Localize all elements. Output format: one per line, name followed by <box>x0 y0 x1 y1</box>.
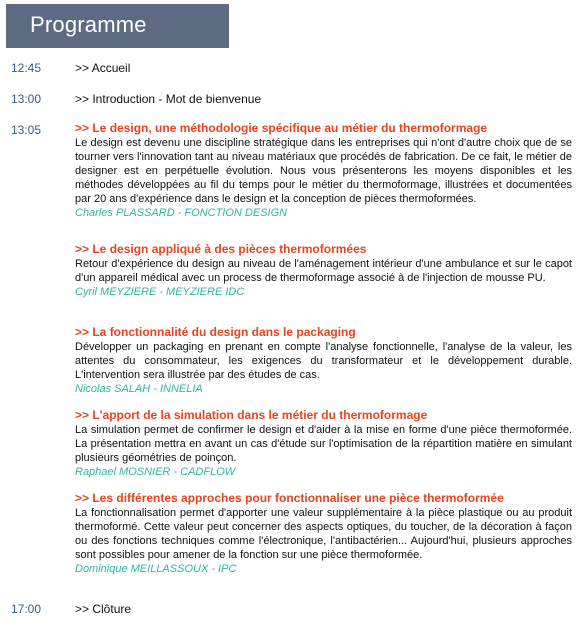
schedule-time: 13:05 <box>11 123 42 137</box>
talk-title: >> Le design appliqué à des pièces thermoformées <box>75 242 367 256</box>
talk-block <box>75 325 572 397</box>
talk-block <box>75 242 572 300</box>
schedule-time: 17:00 <box>11 602 42 616</box>
schedule-time: 13:00 <box>11 92 42 106</box>
schedule-item-label: >> Clôture <box>75 602 132 616</box>
talk-block <box>75 408 572 480</box>
talk-title: >> La fonctionnalité du design dans le packaging <box>75 325 356 339</box>
talk-speaker: Raphael MOSNIER - CADFLOW <box>75 466 236 478</box>
talk-speaker: Nicolas SALAH - INNELIA <box>75 383 203 395</box>
schedule-item-label: >> Introduction - Mot de bienvenue <box>75 92 262 106</box>
talk-description: Retour d'expérience du design au niveau de l'aménagement intérieur d'une ambulance et sur le capot d'un appareil médical avec un process de thermoformage associé à de l'injection de mousse PU. <box>75 258 572 284</box>
talk-title: >> Les différentes approches pour fonctionnaliser une pièce thermoformée <box>75 491 504 505</box>
talk-speaker: Dominique MEILLASSOUX - IPC <box>75 563 237 575</box>
talk-title: >> Le design, une méthodologie spécifique au métier du thermoformage <box>75 121 488 135</box>
talk-speaker: Cyril MEYZIERE - MEYZIERE IDC <box>75 286 245 298</box>
talk-description: La fonctionnalisation permet d'apporter une valeur supplémentaire à la pièce plastique ou au produit thermoformé. Cette valeur peut concerner des aspects optiques, du toucher, de la décoration à façon ou des fonctions techniques comme l'électronique, l'antibactérien... Aujourd'hui, plusieurs approches sont possibles pour amener de la fonction sur une pièce thermoformée. <box>75 507 572 561</box>
page-title: Programme <box>30 12 147 37</box>
talk-speaker: Charles PLASSARD - FONCTION DESIGN <box>75 207 288 219</box>
schedule-item-label: >> Accueil <box>75 61 131 75</box>
talk-description: Le design est devenu une discipline stratégique dans les entreprises qui n'ont d'autre choix que de se tourner vers l'innovation tant au niveau matériaux que procédés de fabrication. De ce fait, le métier de designer est en perpétuelle évolution. Nous vous présenterons les moyens disponibles et les méthodes développées au fil du temps pour le métier du thermoformage, illustrées et documentées par 20 ans d'expérience dans le design et la conception de pièces thermoformées. <box>75 137 572 205</box>
talk-block <box>75 121 572 221</box>
talk-block <box>75 491 572 577</box>
talk-description: Développer un packaging en prenant en compte l'analyse fonctionnelle, l'analyse de la valeur, les attentes du consommateur, les exigences du transformateur et le développement durable. L'intervention sera illustrée par des études de cas. <box>75 341 572 381</box>
schedule-time: 12:45 <box>11 61 42 75</box>
talk-description: La simulation permet de confirmer le design et d'aider à la mise en forme d'une pièce thermoformée. La présentation mettra en avant un cas d'étude sur l'optimisation de la répartition matière en simulant plusieurs géométries de poinçon. <box>75 424 572 464</box>
talk-title: >> L'apport de la simulation dans le métier du thermoformage <box>75 408 428 422</box>
programme-header <box>6 4 229 48</box>
